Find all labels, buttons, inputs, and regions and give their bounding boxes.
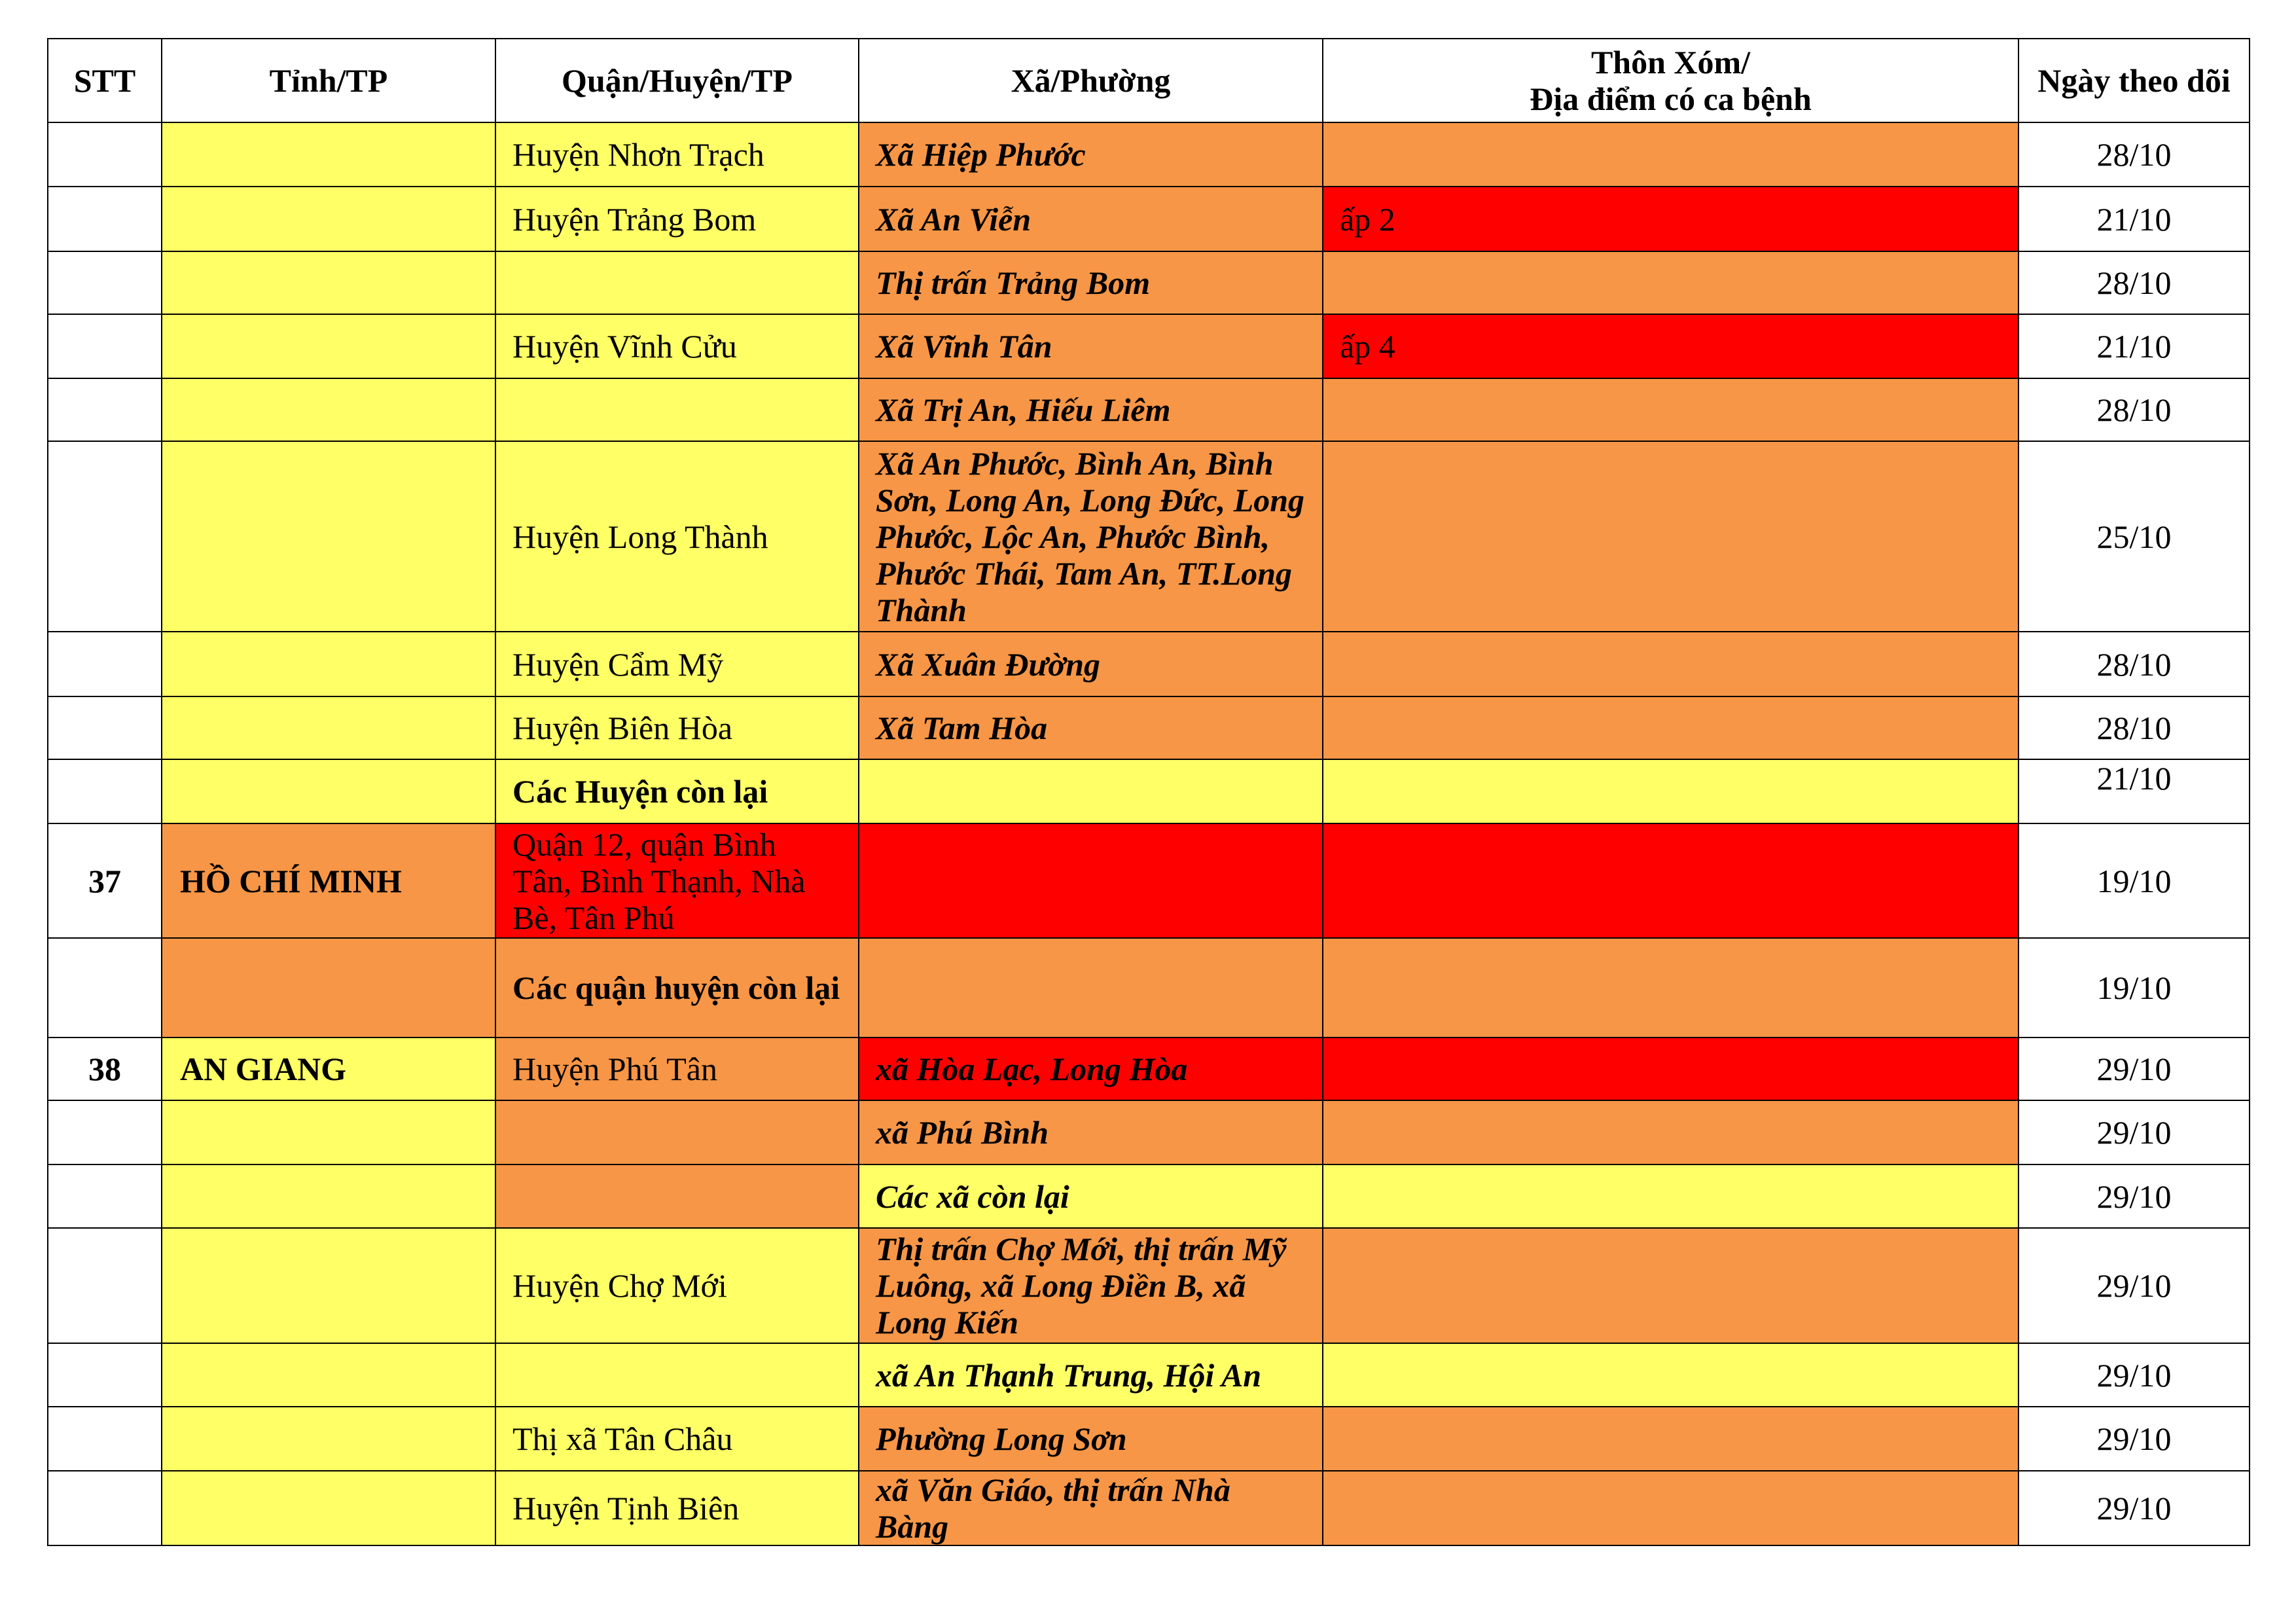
date-cell: 29/10 <box>2018 1100 2250 1164</box>
province-cell <box>162 441 495 632</box>
district-cell: Huyện Long Thành <box>495 441 859 632</box>
stt-cell <box>48 938 162 1038</box>
header-row <box>48 39 2250 122</box>
date-cell: 28/10 <box>2018 632 2250 696</box>
header-commune: Xã/Phường <box>859 39 1323 122</box>
district-cell <box>495 1343 859 1407</box>
date-cell: 21/10 <box>2018 759 2250 823</box>
hamlet-cell <box>1323 1343 2018 1407</box>
hamlet-cell: ấp 2 <box>1323 187 2018 251</box>
hamlet-cell: ấp 4 <box>1323 314 2018 378</box>
hamlet-cell <box>1323 378 2018 441</box>
stt-cell <box>48 696 162 759</box>
header-district: Quận/Huyện/TP <box>495 39 859 122</box>
district-cell: Các quận huyện còn lại <box>495 938 859 1038</box>
commune-cell: Xã Hiệp Phước <box>859 122 1323 187</box>
table-row <box>48 1471 2250 1545</box>
table-row <box>48 1343 2250 1407</box>
district-cell: Huyện Nhơn Trạch <box>495 122 859 187</box>
hamlet-cell <box>1323 1407 2018 1471</box>
province-cell <box>162 1228 495 1343</box>
stt-cell <box>48 187 162 251</box>
date-cell: 21/10 <box>2018 187 2250 251</box>
district-cell <box>495 823 859 938</box>
district-cell <box>495 378 859 441</box>
date-cell: 29/10 <box>2018 1228 2250 1343</box>
hamlet-cell <box>1323 1471 2018 1545</box>
table-row <box>48 759 2250 823</box>
commune-cell: Xã An Viễn <box>859 187 1323 251</box>
date-cell: 19/10 <box>2018 823 2250 938</box>
hamlet-cell <box>1323 938 2018 1038</box>
stt-cell: 38 <box>48 1038 162 1100</box>
commune-cell: Xã Trị An, Hiếu Liêm <box>859 378 1323 441</box>
hamlet-cell <box>1323 696 2018 759</box>
hamlet-cell <box>1323 632 2018 696</box>
commune-line: Luông, xã Long Điền B, xã <box>876 1267 1246 1304</box>
commune-cell: Thị trấn Trảng Bom <box>859 251 1323 314</box>
table-row <box>48 251 2250 314</box>
table-row <box>48 938 2250 1038</box>
commune-cell <box>859 938 1323 1038</box>
district-line: Tân, Bình Thạnh, Nhà <box>512 862 806 899</box>
stt-cell <box>48 1407 162 1471</box>
table-row <box>48 314 2250 378</box>
stt-cell <box>48 1471 162 1545</box>
commune-line: Bàng <box>876 1508 949 1545</box>
district-cell: Huyện Biên Hòa <box>495 696 859 759</box>
district-cell: Huyện Tịnh Biên <box>495 1471 859 1545</box>
epidemic-zone-table <box>47 38 2250 1546</box>
table-row <box>48 441 2250 632</box>
date-cell: 29/10 <box>2018 1471 2250 1545</box>
date-cell: 28/10 <box>2018 696 2250 759</box>
province-cell <box>162 1100 495 1164</box>
hamlet-cell <box>1323 1228 2018 1343</box>
province-cell <box>162 759 495 823</box>
hamlet-cell <box>1323 251 2018 314</box>
commune-cell <box>859 823 1323 938</box>
province-cell: HỒ CHÍ MINH <box>162 823 495 938</box>
stt-cell: 37 <box>48 823 162 938</box>
district-cell: Huyện Chợ Mới <box>495 1228 859 1343</box>
commune-line: Phước, Lộc An, Phước Bình, <box>876 518 1270 555</box>
commune-line: Xã An Phước, Bình An, Bình <box>876 444 1274 482</box>
commune-cell: Xã Tam Hòa <box>859 696 1323 759</box>
district-line: Quận 12, quận Bình <box>512 825 776 863</box>
commune-line: Phước Thái, Tam An, TT.Long <box>876 554 1293 592</box>
province-cell <box>162 632 495 696</box>
date-cell: 29/10 <box>2018 1407 2250 1471</box>
header-stt: STT <box>48 39 162 122</box>
header-province: Tỉnh/TP <box>162 39 495 122</box>
hamlet-cell <box>1323 122 2018 187</box>
province-cell <box>162 1471 495 1545</box>
commune-cell: Các xã còn lại <box>859 1164 1323 1228</box>
commune-line: Thị trấn Chợ Mới, thị trấn Mỹ <box>876 1231 1287 1267</box>
commune-cell <box>859 759 1323 823</box>
commune-cell: Xã Xuân Đường <box>859 632 1323 696</box>
district-cell <box>495 251 859 314</box>
commune-line: Sơn, Long An, Long Đức, Long <box>876 481 1305 518</box>
stt-cell <box>48 1343 162 1407</box>
stt-cell <box>48 1164 162 1228</box>
table-row <box>48 1100 2250 1164</box>
district-cell: Huyện Vĩnh Cửu <box>495 314 859 378</box>
commune-cell: Phường Long Sơn <box>859 1407 1323 1471</box>
province-cell <box>162 378 495 441</box>
stt-cell <box>48 1100 162 1164</box>
province-cell <box>162 1164 495 1228</box>
hamlet-cell <box>1323 823 2018 938</box>
district-cell <box>495 1100 859 1164</box>
commune-cell <box>859 1471 1323 1545</box>
hamlet-cell <box>1323 1100 2018 1164</box>
stt-cell <box>48 632 162 696</box>
table-row <box>48 378 2250 441</box>
commune-cell <box>859 441 1323 632</box>
hamlet-cell <box>1323 1164 2018 1228</box>
table-row <box>48 696 2250 759</box>
district-cell: Huyện Trảng Bom <box>495 187 859 251</box>
commune-line: xã Văn Giáo, thị trấn Nhà <box>876 1471 1230 1508</box>
commune-line: Thành <box>876 591 967 628</box>
date-cell: 29/10 <box>2018 1343 2250 1407</box>
hamlet-cell <box>1323 759 2018 823</box>
province-cell <box>162 122 495 187</box>
province-cell: AN GIANG <box>162 1038 495 1100</box>
table-row <box>48 1228 2250 1343</box>
date-cell: 28/10 <box>2018 251 2250 314</box>
stt-cell <box>48 759 162 823</box>
table-row <box>48 187 2250 251</box>
hamlet-cell <box>1323 441 2018 632</box>
table-row <box>48 823 2250 938</box>
district-cell: Huyện Phú Tân <box>495 1038 859 1100</box>
stt-cell <box>48 251 162 314</box>
commune-cell <box>859 1228 1323 1343</box>
stt-cell <box>48 314 162 378</box>
header-date: Ngày theo dõi <box>2018 39 2250 122</box>
table-row <box>48 1164 2250 1228</box>
province-cell <box>162 187 495 251</box>
table-row <box>48 122 2250 187</box>
date-cell: 21/10 <box>2018 314 2250 378</box>
date-cell: 29/10 <box>2018 1038 2250 1100</box>
table-row <box>48 632 2250 696</box>
date-cell: 28/10 <box>2018 378 2250 441</box>
commune-cell: xã Phú Bình <box>859 1100 1323 1164</box>
date-cell: 29/10 <box>2018 1164 2250 1228</box>
commune-cell: xã An Thạnh Trung, Hội An <box>859 1343 1323 1407</box>
header-hamlet-line: Thôn Xóm/ <box>1590 44 1751 81</box>
stt-cell <box>48 1228 162 1343</box>
district-cell: Huyện Cẩm Mỹ <box>495 632 859 696</box>
province-cell <box>162 314 495 378</box>
header-hamlet <box>1323 39 2018 122</box>
district-cell: Thị xã Tân Châu <box>495 1407 859 1471</box>
province-cell <box>162 938 495 1038</box>
commune-line: Long Kiến <box>876 1304 1019 1341</box>
stt-cell <box>48 378 162 441</box>
district-cell <box>495 1164 859 1228</box>
province-cell <box>162 1343 495 1407</box>
province-cell <box>162 251 495 314</box>
table-row <box>48 1038 2250 1100</box>
province-cell <box>162 1407 495 1471</box>
stt-cell <box>48 122 162 187</box>
stt-cell <box>48 441 162 632</box>
date-cell: 25/10 <box>2018 441 2250 632</box>
province-cell <box>162 696 495 759</box>
district-line: Bè, Tân Phú <box>512 899 675 936</box>
header-hamlet-line: Địa điểm có ca bệnh <box>1530 81 1812 117</box>
district-cell: Các Huyện còn lại <box>495 759 859 823</box>
date-cell: 28/10 <box>2018 122 2250 187</box>
commune-cell: xã Hòa Lạc, Long Hòa <box>859 1038 1323 1100</box>
table-row <box>48 1407 2250 1471</box>
date-cell: 19/10 <box>2018 938 2250 1038</box>
hamlet-cell <box>1323 1038 2018 1100</box>
commune-cell: Xã Vĩnh Tân <box>859 314 1323 378</box>
